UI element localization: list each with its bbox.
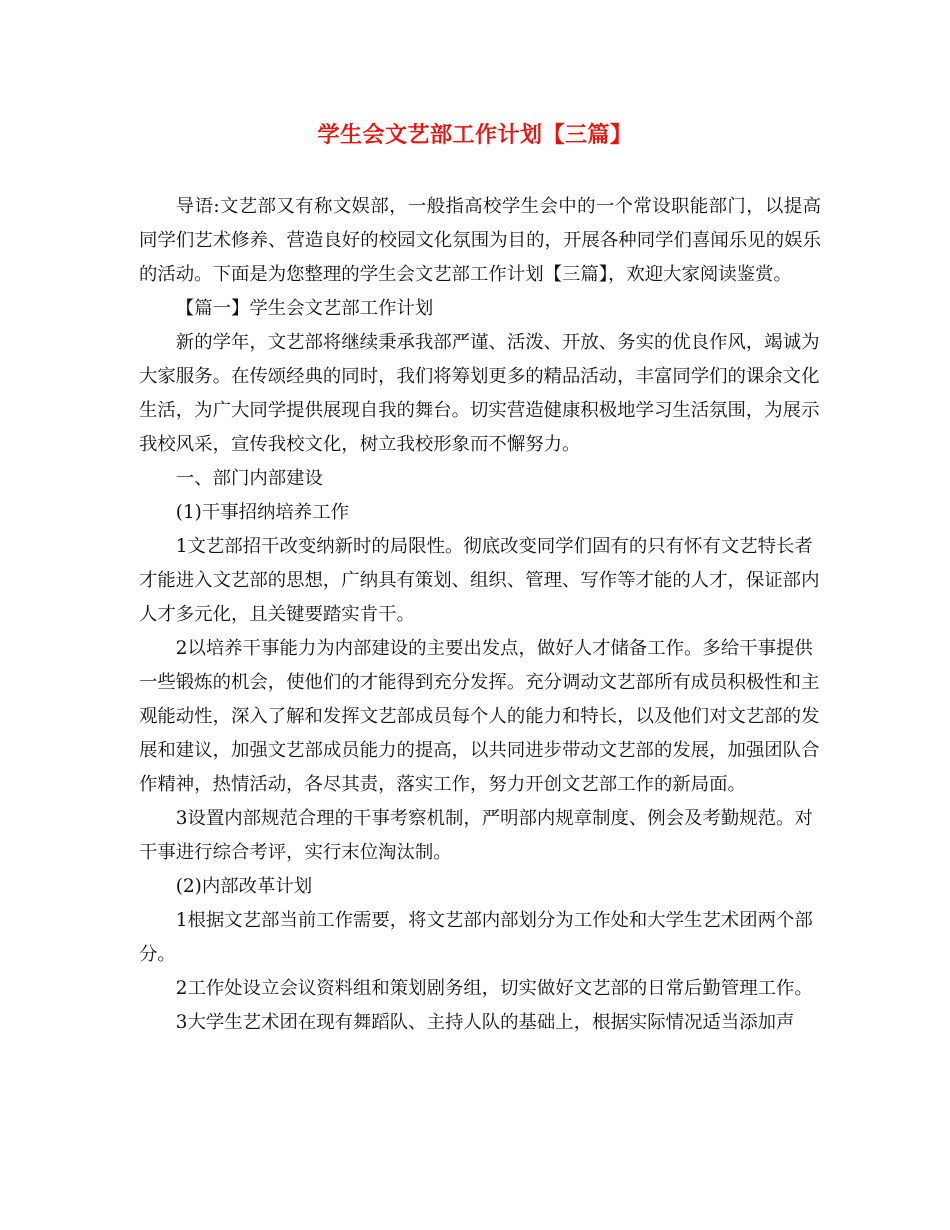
body-paragraph: 1根据文艺部当前工作需要，将文艺部内部划分为工作处和大学生艺术团两个部分。 — [139, 910, 813, 965]
body-paragraph: 3设置内部规范合理的干事考察机制，严明部内规章制度、例会及考勤规范。对干事进行综合考评，实行末位淘汰制。 — [139, 808, 813, 863]
document-title: 学生会文艺部工作计划【三篇】 — [317, 122, 633, 148]
subsection-heading: (1)干事招纳培养工作 — [175, 502, 349, 523]
body-paragraph: 新的学年，文艺部将继续秉承我部严谨、活泼、开放、务实的优良作风，竭诚为大家服务。在传颂经典的同时，我们将筹划更多的精品活动，丰富同学们的课余文化生活，为广大同学提供展现自我的舞台。切实营造健康积极地学习生活氛围，为展示我校风采，宣传我校文化，树立我校形象而不懈努力。 — [139, 332, 820, 455]
body-paragraph: 1文艺部招干改变纳新时的局限性。彻底改变同学们固有的只有怀有文艺特长者才能进入文艺部的思想，广纳具有策划、组织、管理、写作等才能的人才，保证部内人才多元化，且关键要踏实肯干。 — [139, 536, 820, 625]
subsection-heading: (2)内部改革计划 — [175, 876, 313, 897]
body-paragraph: 2以培养干事能力为内部建设的主要出发点，做好人才储备工作。多给干事提供一些锻炼的机会，使他们的才能得到充分发挥。充分调动文艺部所有成员积极性和主观能动性，深入了解和发挥文艺部成员每个人的能力和特长，以及他们对文艺部的发展和建议，加强文艺部成员能力的提高，以共同进步带动文艺部的发展，加强团队合作精神，热情活动，各尽其责，落实工作，努力开创文艺部工作的新局面。 — [139, 638, 820, 795]
section-heading-part-one: 【篇一】学生会文艺部工作计划 — [175, 298, 434, 319]
body-paragraph: 3大学生艺术团在现有舞蹈队、主持人队的基础上，根据实际情况适当添加声 — [175, 1012, 795, 1033]
intro-paragraph: 导语:文艺部又有称文娱部，一般指高校学生会中的一个常设职能部门，以提高同学们艺术修养、营造良好的校园文化氛围为目的，开展各种同学们喜闻乐见的娱乐的活动。下面是为您整理的学生会文艺部工作计划【三篇】，欢迎大家阅读鉴赏。 — [139, 196, 821, 285]
body-paragraph: 2工作处设立会议资料组和策划剧务组，切实做好文艺部的日常后勤管理工作。 — [175, 978, 813, 999]
section-heading: 一、部门内部建设 — [175, 468, 323, 489]
document-body — [139, 190, 821, 1040]
